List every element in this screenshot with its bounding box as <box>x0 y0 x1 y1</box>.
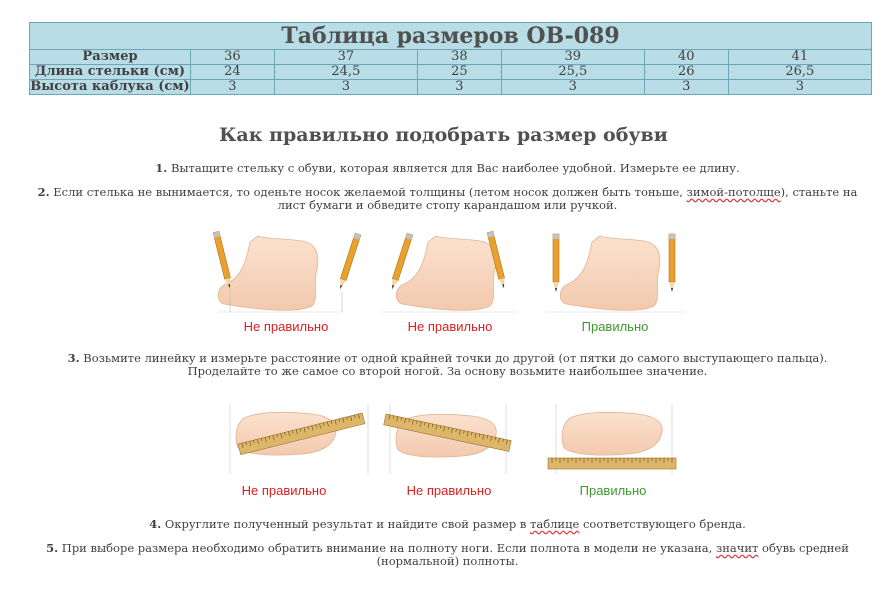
step-number: 5. <box>46 541 59 555</box>
step-text: соответствующего бренда. <box>579 517 746 531</box>
step-2 <box>30 186 865 212</box>
table-cell: 3 <box>191 80 275 95</box>
step-text-marked: таблице <box>529 517 580 531</box>
table-cell: 36 <box>191 50 275 65</box>
step-text: Округлите полученный результат и найдите свой размер в <box>164 517 530 531</box>
step-text: ), станьте на лист бумаги и обведите стопу карандашом или ручкой. <box>277 185 858 212</box>
step-4 <box>30 518 865 531</box>
ruler-measure-illustrations <box>222 400 682 480</box>
row-label: Высота каблука (см) <box>30 79 190 94</box>
ruler-wrong-2 <box>384 404 511 474</box>
table-cell: 38 <box>417 50 501 65</box>
step-number: 2. <box>37 185 50 199</box>
step-number: 4. <box>149 517 162 531</box>
table-title: Таблица размеров OB-089 <box>30 23 872 50</box>
step-1 <box>30 162 865 175</box>
step-number: 3. <box>67 351 80 365</box>
caption-right: Правильно <box>579 483 647 498</box>
step-text: При выборе размера необходимо обратить внимание на полноту ноги. Если полнота в модели не указана, <box>61 541 716 555</box>
caption-right: Правильно <box>581 319 649 334</box>
ruler-wrong-1 <box>230 404 368 474</box>
table-cell: 39 <box>501 50 644 65</box>
table-cell: 3 <box>274 80 417 95</box>
table-cell: 24 <box>191 65 275 80</box>
table-cell: 25 <box>417 65 501 80</box>
table-cell: 3 <box>728 80 871 95</box>
step-text: Если стелька не вынимается, то оденьте носок желаемой толщины (летом носок должен быть тоньше, <box>53 185 687 199</box>
ruler-right <box>548 404 676 474</box>
table-cell: 40 <box>644 50 728 65</box>
step-text-marked: зимой-потолще <box>686 185 781 199</box>
caption-wrong: Не правильно <box>241 483 327 498</box>
table-row <box>30 50 872 65</box>
step-5 <box>30 542 865 568</box>
pencil-tracing-illustrations <box>200 228 690 320</box>
pencil-right <box>546 234 684 312</box>
step-text: Вытащите стельку с обуви, которая является для Вас наиболее удобной. Измерьте ее длину. <box>170 161 740 175</box>
step-text: обувь средней (нормальной) полноты. <box>376 541 849 568</box>
table-row <box>30 80 872 95</box>
size-table <box>29 22 872 95</box>
step-3 <box>30 352 865 378</box>
table-cell: 37 <box>274 50 417 65</box>
guide-heading: Как правильно подобрать размер обуви <box>219 124 668 146</box>
caption-wrong: Не правильно <box>243 319 329 334</box>
table-cell: 3 <box>501 80 644 95</box>
table-cell: 26 <box>644 65 728 80</box>
pencil-wrong-2 <box>382 231 516 312</box>
table-cell: 25,5 <box>501 65 644 80</box>
table-row <box>30 65 872 80</box>
table-cell: 26,5 <box>728 65 871 80</box>
table-cell: 24,5 <box>274 65 417 80</box>
table-cell: 41 <box>728 50 871 65</box>
caption-wrong: Не правильно <box>406 483 492 498</box>
step-number: 1. <box>155 161 168 175</box>
step-text-marked: значит <box>715 541 759 555</box>
caption-wrong: Не правильно <box>407 319 493 334</box>
step-text: Возьмите линейку и измерьте расстояние от одной крайней точки до другой (от пятки до самого выступающего пальца). Проделайте то же самое со второй ногой. За основу возьмите наибольшее значение. <box>83 351 828 378</box>
table-cell: 3 <box>417 80 501 95</box>
table-cell: 3 <box>644 80 728 95</box>
row-label: Размер <box>30 50 191 65</box>
pencil-wrong-1 <box>213 231 361 312</box>
row-label: Длина стельки (см) <box>30 65 191 80</box>
